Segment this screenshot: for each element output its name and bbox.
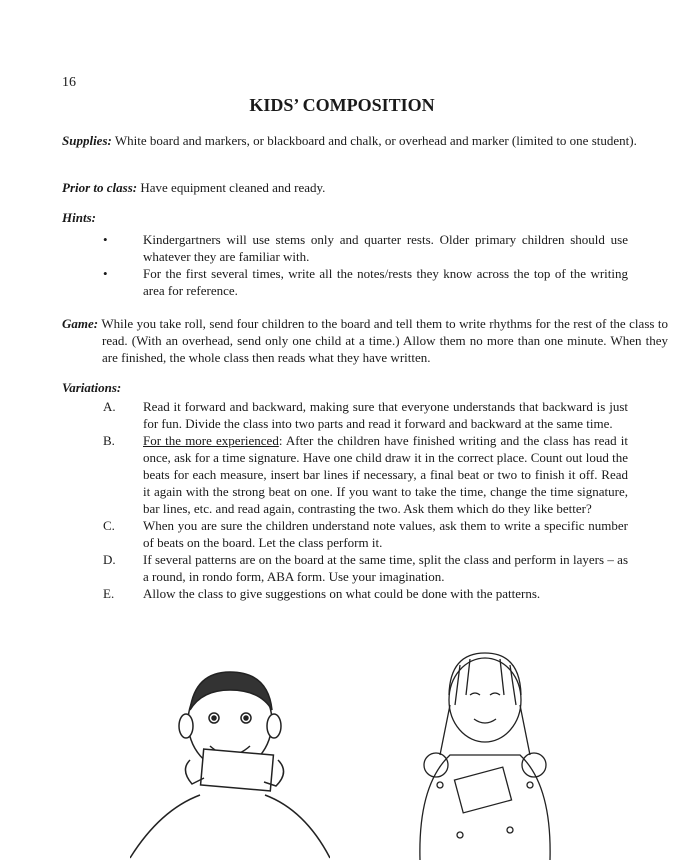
- supplies-label: Supplies:: [62, 133, 112, 148]
- variation-text: Allow the class to give suggestions on what could be done with the patterns.: [143, 586, 541, 601]
- variation-text: If several patterns are on the board at the same time, split the class and perform in layers – as a round, in rondo form, ABA form. Use your imagination.: [143, 552, 628, 584]
- list-item: [62, 517, 628, 551]
- prior-section: [62, 179, 628, 196]
- item-marker: B.: [103, 433, 115, 448]
- list-item: [62, 432, 628, 517]
- supplies-section: [62, 132, 668, 149]
- list-item: [62, 585, 628, 602]
- list-item: [62, 265, 628, 299]
- item-marker: C.: [103, 518, 115, 533]
- game-section: [62, 315, 668, 366]
- page-number: 16: [62, 75, 76, 90]
- variations-label: Variations:: [62, 380, 122, 395]
- variations-section: [62, 379, 628, 602]
- boy-illustration: [130, 660, 330, 860]
- variation-text: : After the children have finished writing and the class has read it once, ask for a time signature. Have one child draw it in the correct place. Count out loud the beats for each measure, insert bar lines if necessary, a final beat or two to finish it off. Read it again with the strong beat on one. If you want to take the time, change the time signature, bar lines, etc. and read again, contrasting the two. Ask them which do they like better?: [143, 433, 628, 516]
- list-item: [62, 231, 628, 265]
- game-label: Game:: [62, 316, 99, 331]
- item-marker: A.: [103, 399, 116, 414]
- list-item: [62, 398, 628, 432]
- list-item: [62, 551, 628, 585]
- prior-label: Prior to class:: [62, 180, 138, 195]
- supplies-text: White board and markers, or blackboard and chalk, or overhead and marker (limited to one student).: [114, 133, 637, 148]
- variation-text: Read it forward and backward, making sure that everyone understands that backward is just for fun. Divide the class into two parts and read it forward and backward at the same time.: [143, 399, 628, 431]
- bullet-marker: •: [103, 232, 108, 247]
- hint-text: Kindergartners will use stems only and quarter rests. Older primary children should use whatever they are familiar with.: [143, 232, 628, 264]
- prior-text: Have equipment cleaned and ready.: [140, 180, 326, 195]
- bullet-marker: •: [103, 266, 108, 281]
- hint-text: For the first several times, write all the notes/rests they know across the top of the writing area for reference.: [143, 266, 628, 298]
- variation-underlined: For the more experienced: [143, 433, 279, 448]
- page-title: KIDS’ COMPOSITION: [249, 95, 435, 115]
- hints-label: Hints:: [62, 210, 96, 225]
- hints-section: [62, 209, 628, 299]
- variation-text: When you are sure the children understand note values, ask them to write a specific number of beats on the board. Let the class perform it.: [143, 518, 628, 550]
- item-marker: D.: [103, 552, 116, 567]
- item-marker: E.: [103, 586, 115, 601]
- girl-illustration: [400, 645, 570, 860]
- game-text: While you take roll, send four children to the board and tell them to write rhythms for the rest of the class to read. (With an overhead, send only one child at a time.) Allow them no more than one minute. When they are finished, the whole class then reads what they have written.: [101, 316, 668, 365]
